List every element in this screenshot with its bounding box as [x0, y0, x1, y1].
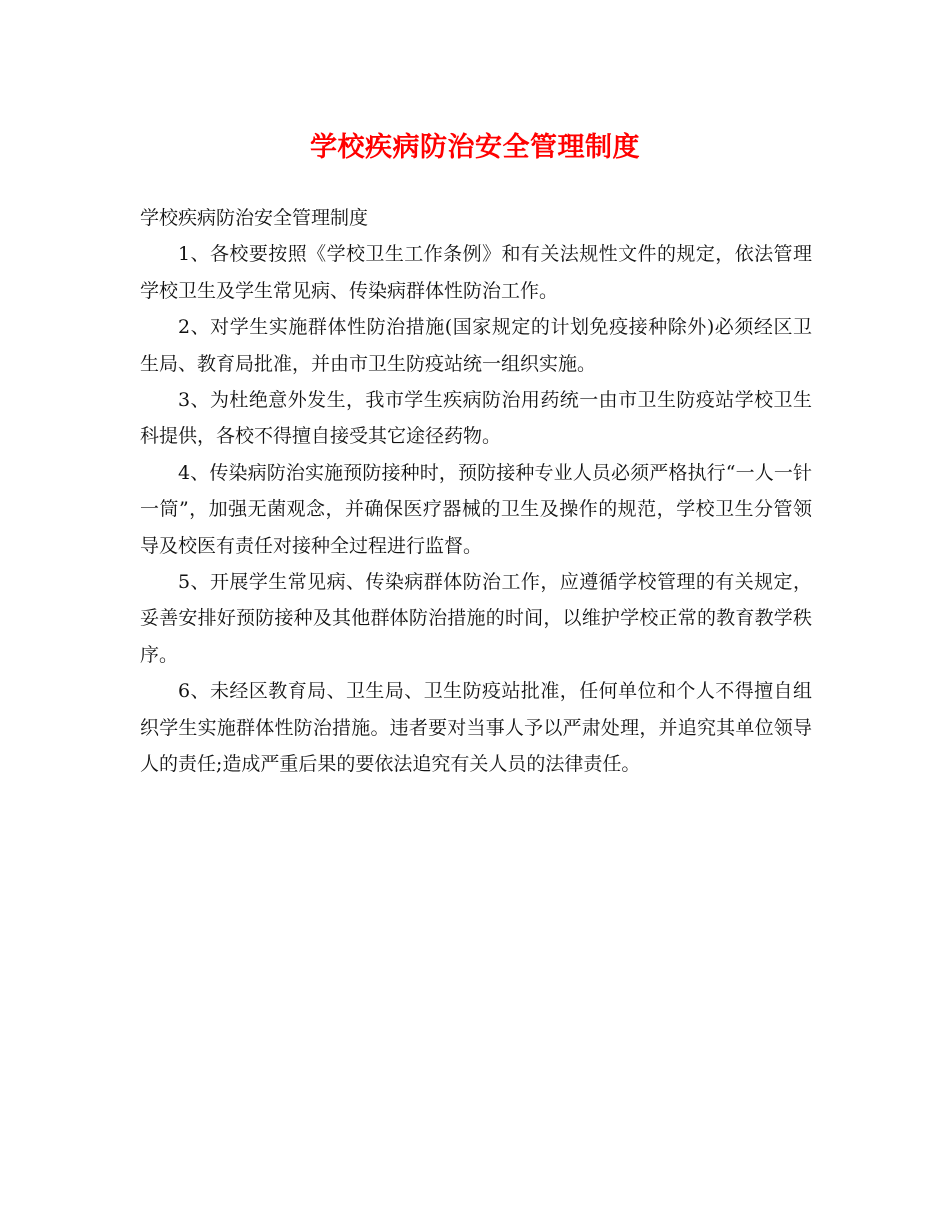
- document-title: 学校疾病防治安全管理制度: [310, 132, 640, 163]
- paragraph-4: 4、传染病防治实施预防接种时，预防接种专业人员必须严格执行“一人一针一筒”，加强无菌观念，并确保医疗器械的卫生及操作的规范，学校卫生分管领导及校医有责任对接种全过程进行监督。: [140, 461, 812, 557]
- paragraph-1: 1、各校要按照《学校卫生工作条例》和有关法规性文件的规定，依法管理学校卫生及学生常见病、传染病群体性防治工作。: [140, 243, 812, 302]
- document-body: [140, 200, 812, 783]
- body-heading: 学校疾病防治安全管理制度: [140, 207, 369, 229]
- paragraph-2: 2、对学生实施群体性防治措施(国家规定的计划免疫接种除外)必须经区卫生局、教育局批准，并由市卫生防疫站统一组织实施。: [140, 316, 812, 375]
- paragraph-6: 6、未经区教育局、卫生局、卫生防疫站批准，任何单位和个人不得擅自组织学生实施群体性防治措施。违者要对当事人予以严肃处理，并追究其单位领导人的责任;造成严重后果的要依法追究有关人员的法律责任。: [140, 680, 812, 776]
- paragraph-3: 3、为杜绝意外发生，我市学生疾病防治用药统一由市卫生防疫站学校卫生科提供，各校不得擅自接受其它途径药物。: [140, 389, 812, 448]
- paragraph-5: 5、开展学生常见病、传染病群体防治工作，应遵循学校管理的有关规定，妥善安排好预防接种及其他群体防治措施的时间，以维护学校正常的教育教学秩序。: [140, 571, 812, 666]
